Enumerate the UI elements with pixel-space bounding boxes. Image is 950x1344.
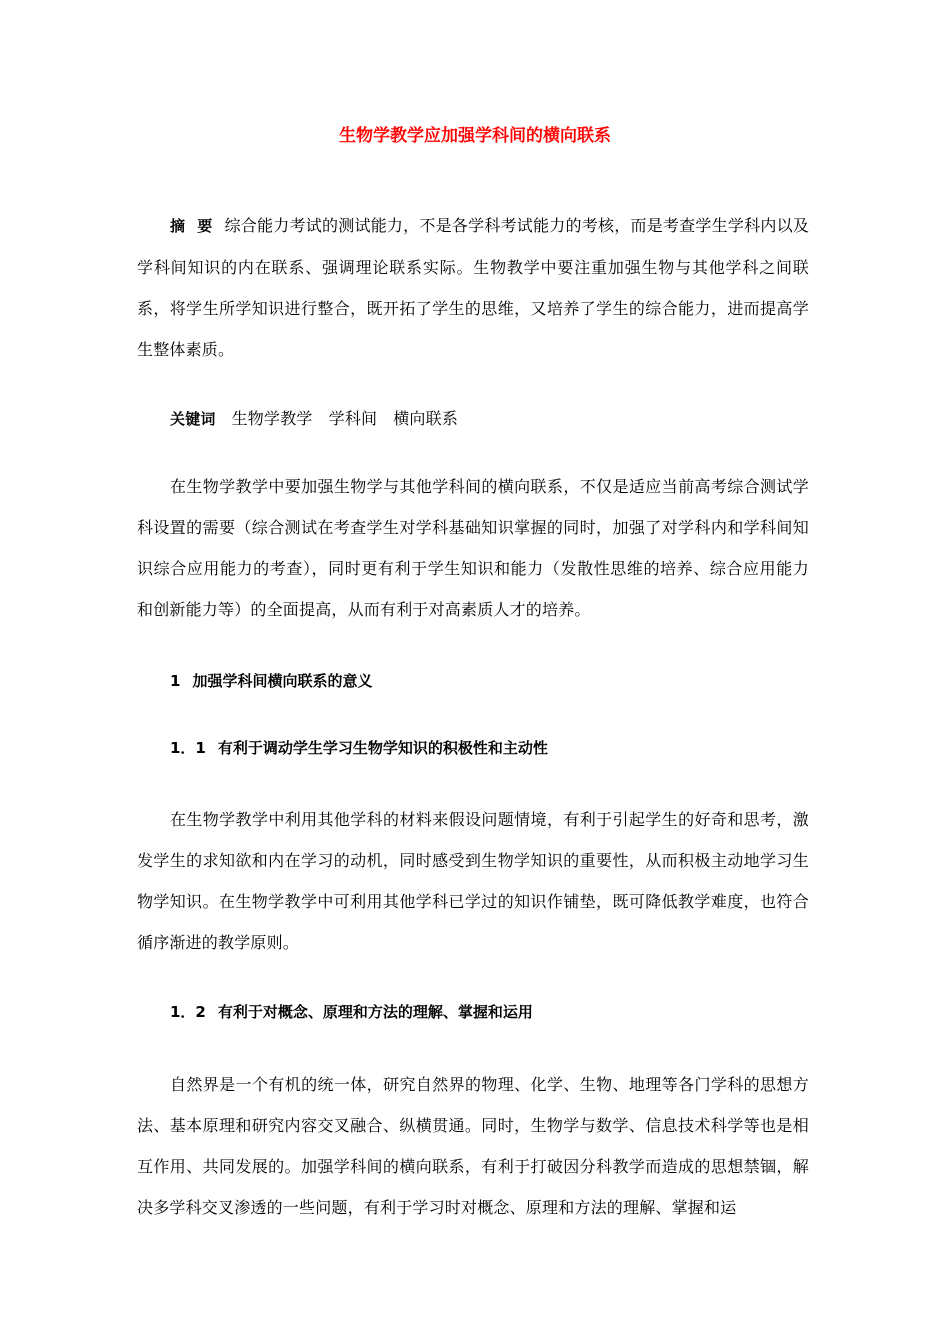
- abstract-label-2: 要: [197, 217, 213, 235]
- keyword-item: 学科间: [328, 409, 378, 428]
- section-number: 1: [170, 672, 181, 690]
- keyword-item: 横向联系: [393, 409, 459, 428]
- document-title: 生物学教学应加强学科间的横向联系: [339, 126, 611, 146]
- abstract-paragraph: [137, 205, 809, 370]
- section-1-1-heading: [170, 736, 548, 760]
- section-1-2-heading: [170, 1000, 533, 1024]
- section-1-2-paragraph: 自然界是一个有机的统一体，研究自然界的物理、化学、生物、地理等各门学科的思想方法、基本原理和研究内容交叉融合、纵横贯通。同时，生物学与数学、信息技术科学等也是相互作用、共同发展的。加强学科间的横向联系，有利于打破因分科教学而造成的思想禁锢，解决多学科交叉渗透的一些问题，有利于学习时对概念、原理和方法的理解、掌握和运: [137, 1075, 809, 1217]
- keyword-item: 生物学教学: [231, 409, 313, 428]
- intro-paragraph: 在生物学教学中要加强生物学与其他学科间的横向联系，不仅是适应当前高考综合测试学科设置的需要（综合测试在考查学生对学科基础知识掌握的同时，加强了对学科内和学科间知识综合应用能力的考查），同时更有利于学生知识和能力（发散性思维的培养、综合应用能力和创新能力等）的全面提高，从而有利于对高素质人才的培养。: [137, 477, 809, 619]
- section-number: 1．2: [170, 1003, 206, 1021]
- abstract-text: 综合能力考试的测试能力，不是各学科考试能力的考核，而是考查学生学科内以及学科间知识的内在联系、强调理论联系实际。生物教学中要注重加强生物与其他学科之间联系，将学生所学知识进行整合，既开拓了学生的思维，又培养了学生的综合能力，进而提高学生整体素质。: [137, 216, 810, 359]
- section-number: 1．1: [170, 739, 206, 757]
- keywords-label: 关键词: [170, 410, 216, 428]
- section-title: 有利于对概念、原理和方法的理解、掌握和运用: [217, 1003, 533, 1021]
- abstract-label-1: 摘: [170, 217, 186, 235]
- keywords-line: [137, 398, 809, 440]
- section-title: 有利于调动学生学习生物学知识的积极性和主动性: [217, 739, 548, 757]
- section-title: 加强学科间横向联系的意义: [192, 672, 373, 690]
- section-1-heading: [170, 669, 372, 693]
- section-1-1-paragraph: 在生物学教学中利用其他学科的材料来假设问题情境，有利于引起学生的好奇和思考，激发学生的求知欲和内在学习的动机，同时感受到生物学知识的重要性，从而积极主动地学习生物学知识。在生物学教学中可利用其他学科已学过的知识作铺垫，既可降低教学难度，也符合循序渐进的教学原则。: [137, 810, 809, 952]
